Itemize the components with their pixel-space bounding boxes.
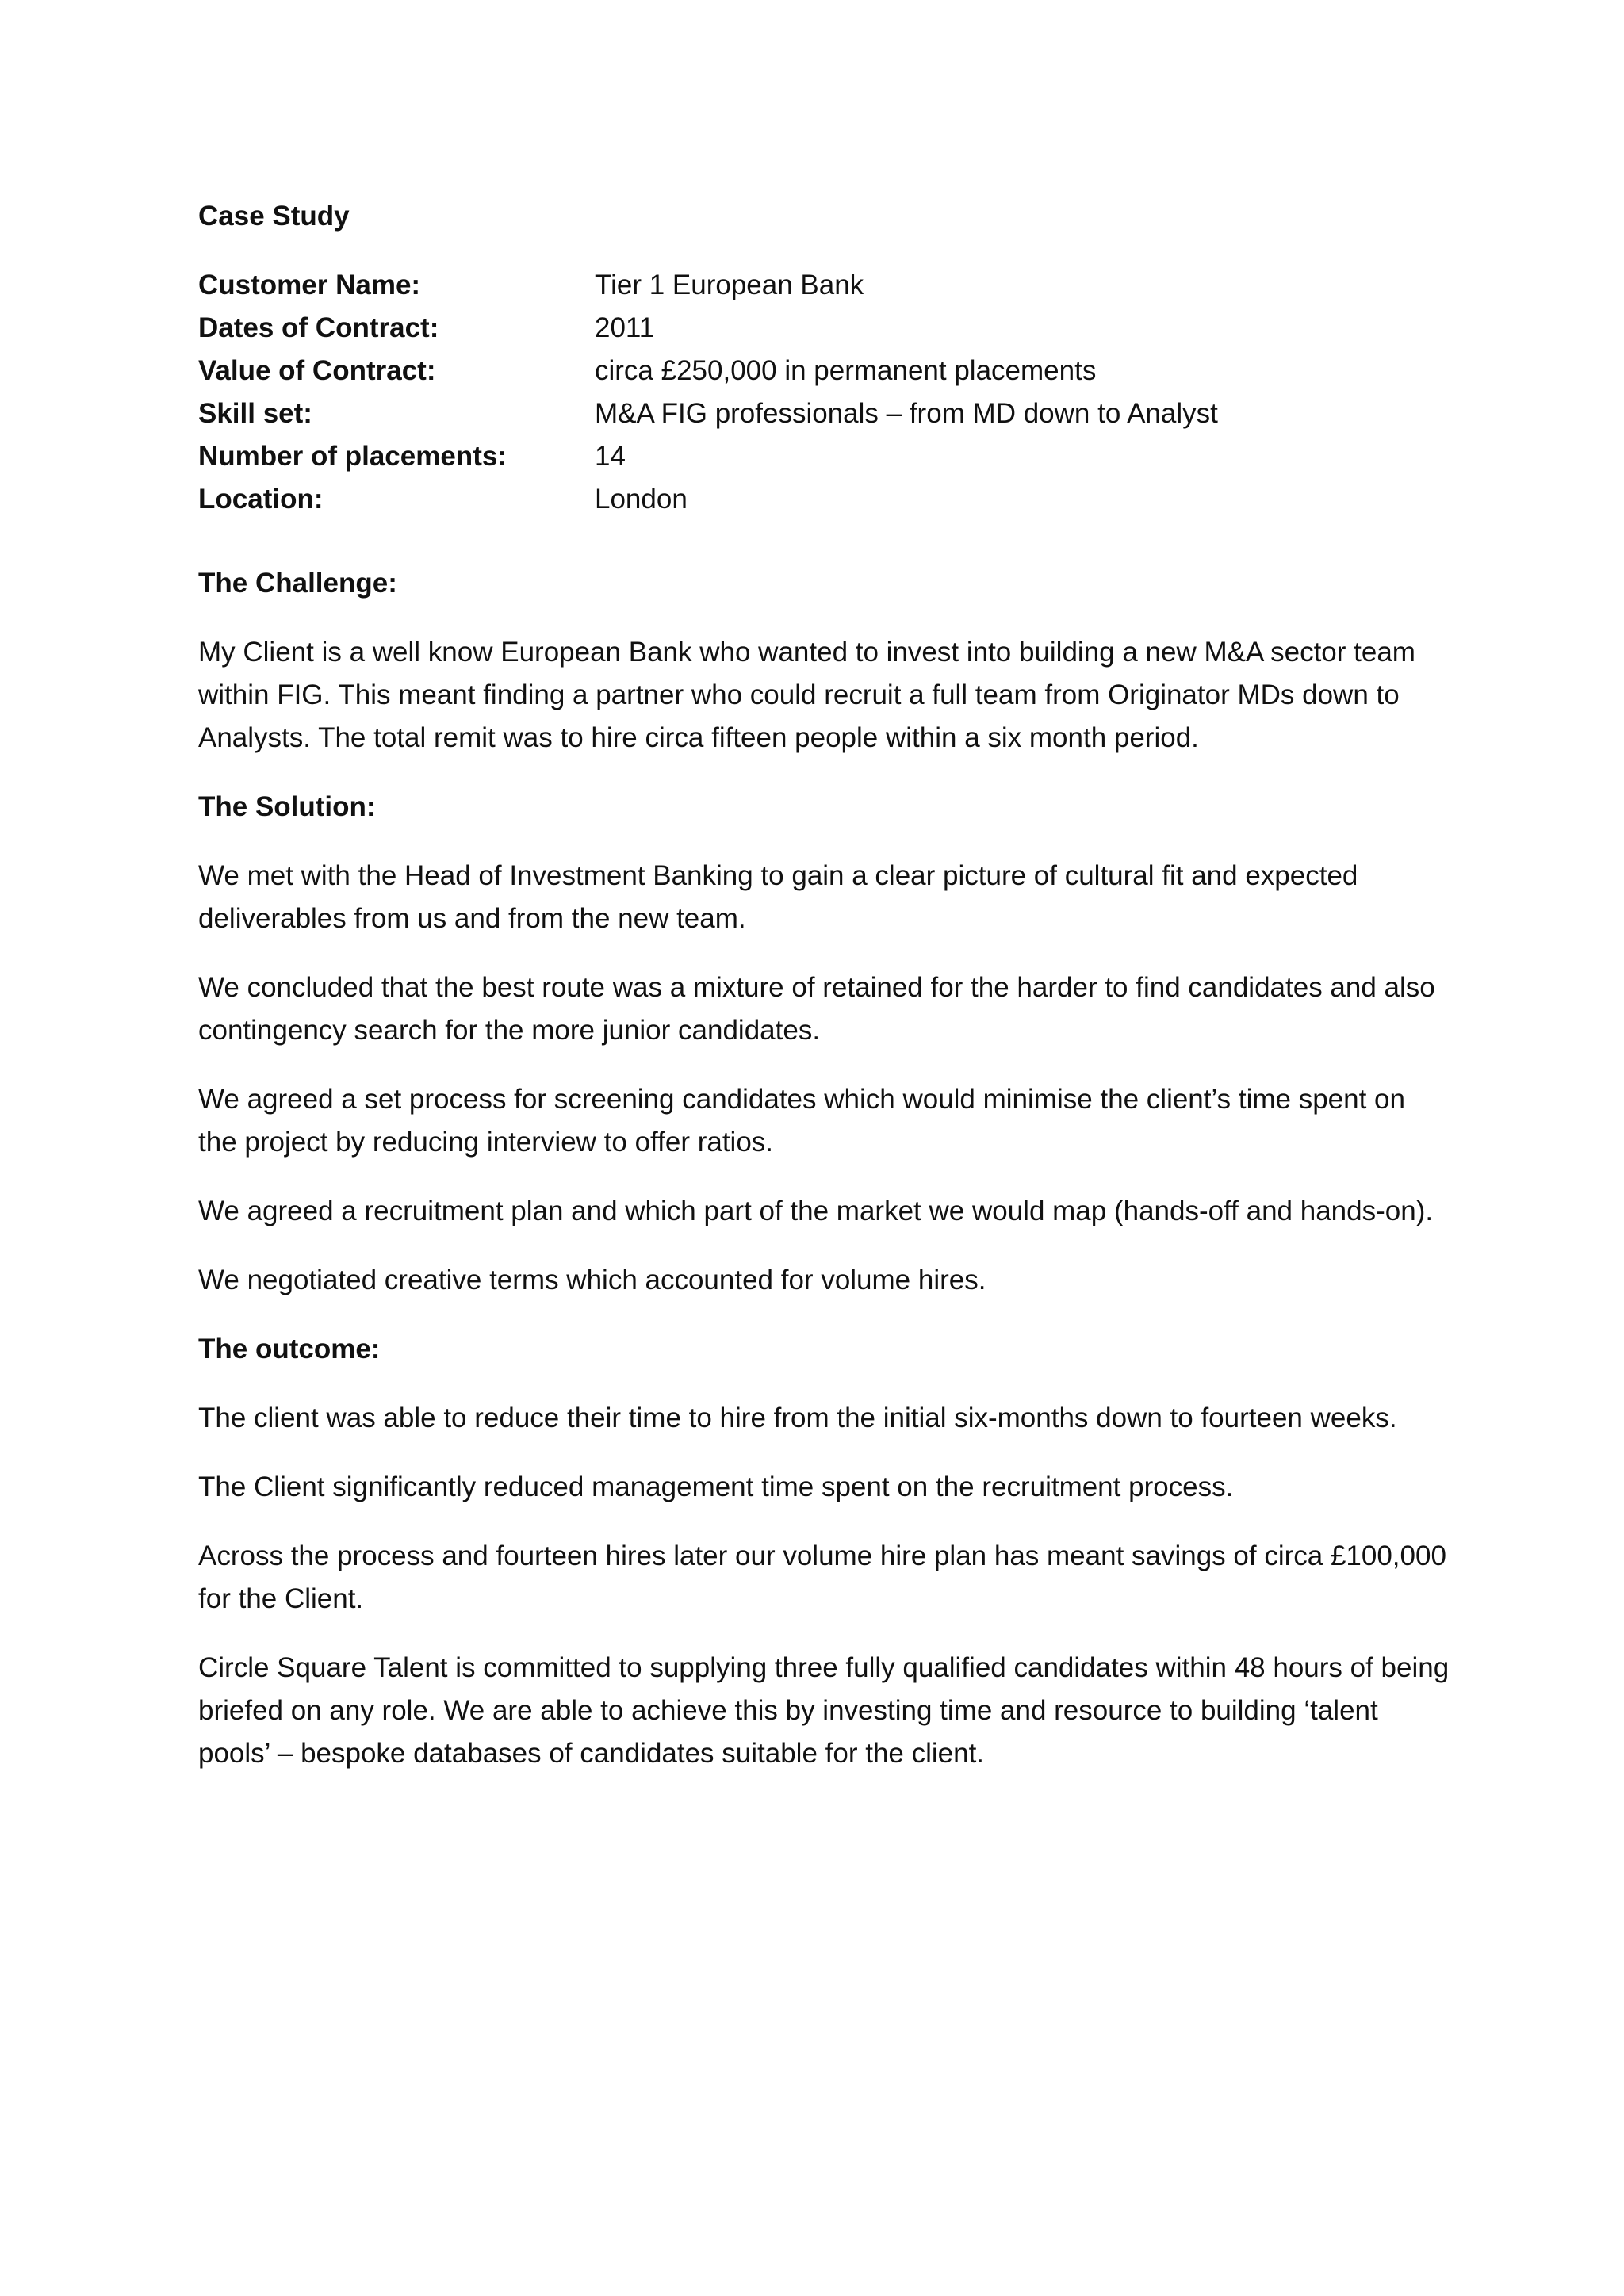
fact-label: Skill set: (198, 398, 312, 429)
solution-heading: The Solution: (198, 791, 376, 822)
fact-value: M&A FIG professionals – from MD down to Analyst (595, 398, 1218, 429)
page-title: Case Study (198, 201, 350, 232)
fact-row-value (198, 350, 1451, 392)
fact-row-skill-set (198, 392, 1451, 435)
fact-label: Value of Contract: (198, 355, 436, 386)
solution-paragraph: We agreed a set process for screening candidates which would minimise the client’s time spent on the project by reducing interview to offer ratios. (198, 1084, 1405, 1158)
solution-paragraph: We met with the Head of Investment Banking to gain a clear picture of cultural fit and expected deliverables from us and from the new team. (198, 860, 1358, 934)
challenge-paragraph: My Client is a well know European Bank who wanted to invest into building a new M&A sector team within FIG. This meant finding a partner who could recruit a full team from Originator MDs down to Analysts. The total remit was to hire circa fifteen people within a six month period. (198, 637, 1415, 753)
fact-value: 2011 (595, 312, 655, 343)
fact-value: London (595, 484, 688, 515)
outcome-heading: The outcome: (198, 1334, 381, 1364)
fact-value: 14 (595, 441, 626, 472)
fact-row-placements (198, 435, 1451, 478)
document-page (198, 195, 1451, 1801)
fact-row-customer-name (198, 264, 1451, 307)
outcome-paragraph: Across the process and fourteen hires later our volume hire plan has meant savings of circa £100,000 for the Client. (198, 1540, 1446, 1614)
fact-label: Dates of Contract: (198, 312, 439, 343)
outcome-paragraph: Circle Square Talent is committed to supplying three fully qualified candidates within 48 hours of being briefed on any role. We are able to achieve this by investing time and resource to building ‘talent pools’ – bespoke databases of candidates suitable for the client. (198, 1652, 1450, 1769)
fact-value: Tier 1 European Bank (595, 270, 864, 300)
outcome-paragraph: The Client significantly reduced management time spent on the recruitment process. (198, 1471, 1234, 1502)
contract-facts (198, 264, 1451, 521)
fact-row-dates (198, 307, 1451, 350)
fact-label: Location: (198, 484, 324, 515)
outcome-paragraph: The client was able to reduce their time to hire from the initial six-months down to fourteen weeks. (198, 1402, 1397, 1433)
solution-paragraph: We agreed a recruitment plan and which part of the market we would map (hands-off and hands-on). (198, 1196, 1434, 1226)
solution-paragraph: We negotiated creative terms which accounted for volume hires. (198, 1265, 986, 1295)
fact-value: circa £250,000 in permanent placements (595, 355, 1097, 386)
challenge-heading: The Challenge: (198, 568, 397, 599)
solution-paragraph: We concluded that the best route was a mixture of retained for the harder to find candidates and also contingency search for the more junior candidates. (198, 972, 1435, 1046)
fact-label: Number of placements: (198, 441, 507, 472)
fact-label: Customer Name: (198, 270, 421, 300)
fact-row-location (198, 478, 1451, 521)
